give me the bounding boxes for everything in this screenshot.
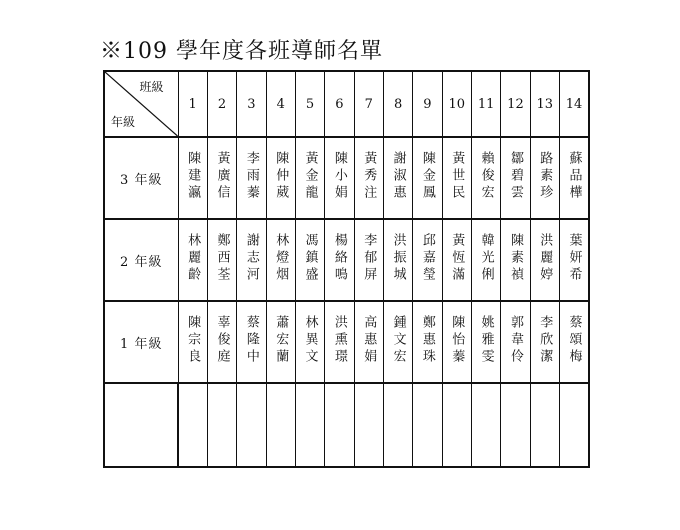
teacher-name: 蘇品樺 xyxy=(566,150,582,202)
empty-cell xyxy=(354,383,383,467)
teacher-name: 陳金鳳 xyxy=(419,150,435,202)
class-number-header: 7 xyxy=(354,71,383,137)
class-number-header: 9 xyxy=(413,71,442,137)
teacher-name: 高惠娟 xyxy=(361,314,377,366)
teacher-name: 郭韋伶 xyxy=(507,314,523,366)
teacher-cell xyxy=(383,301,412,383)
teacher-cell xyxy=(207,137,236,219)
class-number-header: 6 xyxy=(325,71,354,137)
teacher-cell xyxy=(237,137,266,219)
teacher-cell xyxy=(559,301,589,383)
empty-cell xyxy=(383,383,412,467)
teacher-name: 蔡隆中 xyxy=(243,314,259,366)
teacher-name: 路素珍 xyxy=(537,150,553,202)
teacher-name: 葉妍希 xyxy=(566,232,582,284)
teacher-cell xyxy=(354,301,383,383)
teacher-name: 陳建瀛 xyxy=(185,150,201,202)
teacher-cell xyxy=(178,301,207,383)
empty-cell xyxy=(442,383,471,467)
teacher-name: 蔡頌梅 xyxy=(566,314,582,366)
class-number-header: 1 xyxy=(178,71,207,137)
teacher-cell xyxy=(178,219,207,301)
teacher-cell xyxy=(207,301,236,383)
class-number-header: 8 xyxy=(383,71,412,137)
teacher-cell xyxy=(354,219,383,301)
class-number-header: 3 xyxy=(237,71,266,137)
teacher-name: 辜俊庭 xyxy=(214,314,230,366)
teacher-name: 黃恆滿 xyxy=(449,232,465,284)
teacher-name: 黃金龍 xyxy=(302,150,318,202)
teacher-cell xyxy=(266,301,295,383)
grade-label: 1 年級 xyxy=(104,301,178,383)
teacher-name: 陳怡蓁 xyxy=(449,314,465,366)
grade-label: 3 年級 xyxy=(104,137,178,219)
empty-cell xyxy=(530,383,559,467)
class-number-header: 2 xyxy=(207,71,236,137)
teacher-name: 楊絡鳴 xyxy=(331,232,347,284)
teacher-name: 邱嘉瑩 xyxy=(419,232,435,284)
teacher-name: 林麗齡 xyxy=(185,232,201,284)
teacher-cell xyxy=(501,219,530,301)
teacher-cell xyxy=(413,137,442,219)
empty-row xyxy=(104,383,589,467)
empty-cell xyxy=(266,383,295,467)
teacher-cell xyxy=(471,301,500,383)
page-title: ※109 學年度各班導師名單 xyxy=(100,39,383,64)
class-number-header: 12 xyxy=(501,71,530,137)
class-number-header: 5 xyxy=(295,71,324,137)
teacher-name: 林燈烟 xyxy=(273,232,289,284)
grade-row xyxy=(104,137,589,219)
empty-grade-cell xyxy=(104,383,178,467)
teacher-cell xyxy=(325,219,354,301)
corner-class-label: 班級 xyxy=(139,80,164,94)
class-number-header: 14 xyxy=(559,71,589,137)
empty-cell xyxy=(471,383,500,467)
teacher-cell xyxy=(237,301,266,383)
empty-cell xyxy=(325,383,354,467)
teacher-cell xyxy=(266,137,295,219)
teacher-name: 陳小娟 xyxy=(331,150,347,202)
teacher-cell xyxy=(295,301,324,383)
class-number-header: 4 xyxy=(266,71,295,137)
class-number-header: 13 xyxy=(530,71,559,137)
teacher-cell xyxy=(471,137,500,219)
empty-cell xyxy=(237,383,266,467)
teacher-name: 賴俊宏 xyxy=(478,150,494,202)
class-number-header: 11 xyxy=(471,71,500,137)
teacher-cell xyxy=(442,219,471,301)
teacher-name: 李雨蓁 xyxy=(243,150,259,202)
teacher-name: 陳仲葳 xyxy=(273,150,289,202)
teacher-name: 黃秀注 xyxy=(361,150,377,202)
teacher-cell xyxy=(413,301,442,383)
teacher-cell xyxy=(501,137,530,219)
teacher-name: 黃世民 xyxy=(449,150,465,202)
teacher-name: 韓光俐 xyxy=(478,232,494,284)
teacher-name: 謝志河 xyxy=(243,232,259,284)
corner-header-cell xyxy=(104,71,178,137)
teacher-cell xyxy=(237,219,266,301)
empty-cell xyxy=(413,383,442,467)
teacher-name: 李郁屏 xyxy=(361,232,377,284)
teacher-cell xyxy=(501,301,530,383)
corner-grade-label: 年級 xyxy=(111,115,136,129)
teacher-cell xyxy=(266,219,295,301)
teacher-cell xyxy=(207,219,236,301)
empty-cell xyxy=(295,383,324,467)
teacher-cell xyxy=(295,137,324,219)
teacher-name: 黃廣信 xyxy=(214,150,230,202)
teacher-name: 鍾文宏 xyxy=(390,314,406,366)
teacher-name: 鄭西荃 xyxy=(214,232,230,284)
teacher-cell xyxy=(178,137,207,219)
teacher-name: 鄭惠珠 xyxy=(419,314,435,366)
teacher-name: 陳素禎 xyxy=(507,232,523,284)
empty-cell xyxy=(178,383,207,467)
teacher-cell xyxy=(530,137,559,219)
teacher-cell xyxy=(325,301,354,383)
teacher-roster-table xyxy=(103,70,590,468)
teacher-cell xyxy=(471,219,500,301)
teacher-cell xyxy=(325,137,354,219)
empty-cell xyxy=(559,383,589,467)
teacher-cell xyxy=(530,219,559,301)
grade-label: 2 年級 xyxy=(104,219,178,301)
teacher-cell xyxy=(354,137,383,219)
grade-row xyxy=(104,301,589,383)
teacher-name: 洪振城 xyxy=(390,232,406,284)
teacher-name: 馮鎮盛 xyxy=(302,232,318,284)
teacher-cell xyxy=(383,137,412,219)
teacher-cell xyxy=(442,301,471,383)
teacher-name: 姚雅雯 xyxy=(478,314,494,366)
teacher-name: 蕭宏蘭 xyxy=(273,314,289,366)
teacher-cell xyxy=(559,219,589,301)
table-header-row xyxy=(104,71,589,137)
class-number-header: 10 xyxy=(442,71,471,137)
teacher-cell xyxy=(295,219,324,301)
teacher-name: 洪麗婷 xyxy=(537,232,553,284)
teacher-name: 陳宗良 xyxy=(185,314,201,366)
teacher-name: 李欣潔 xyxy=(537,314,553,366)
teacher-cell xyxy=(413,219,442,301)
teacher-name: 洪熏璟 xyxy=(331,314,347,366)
teacher-cell xyxy=(559,137,589,219)
teacher-cell xyxy=(530,301,559,383)
teacher-cell xyxy=(383,219,412,301)
empty-cell xyxy=(207,383,236,467)
grade-row xyxy=(104,219,589,301)
teacher-cell xyxy=(442,137,471,219)
teacher-name: 謝淑惠 xyxy=(390,150,406,202)
teacher-name: 鄒碧雲 xyxy=(507,150,523,202)
teacher-name: 林異文 xyxy=(302,314,318,366)
empty-cell xyxy=(501,383,530,467)
